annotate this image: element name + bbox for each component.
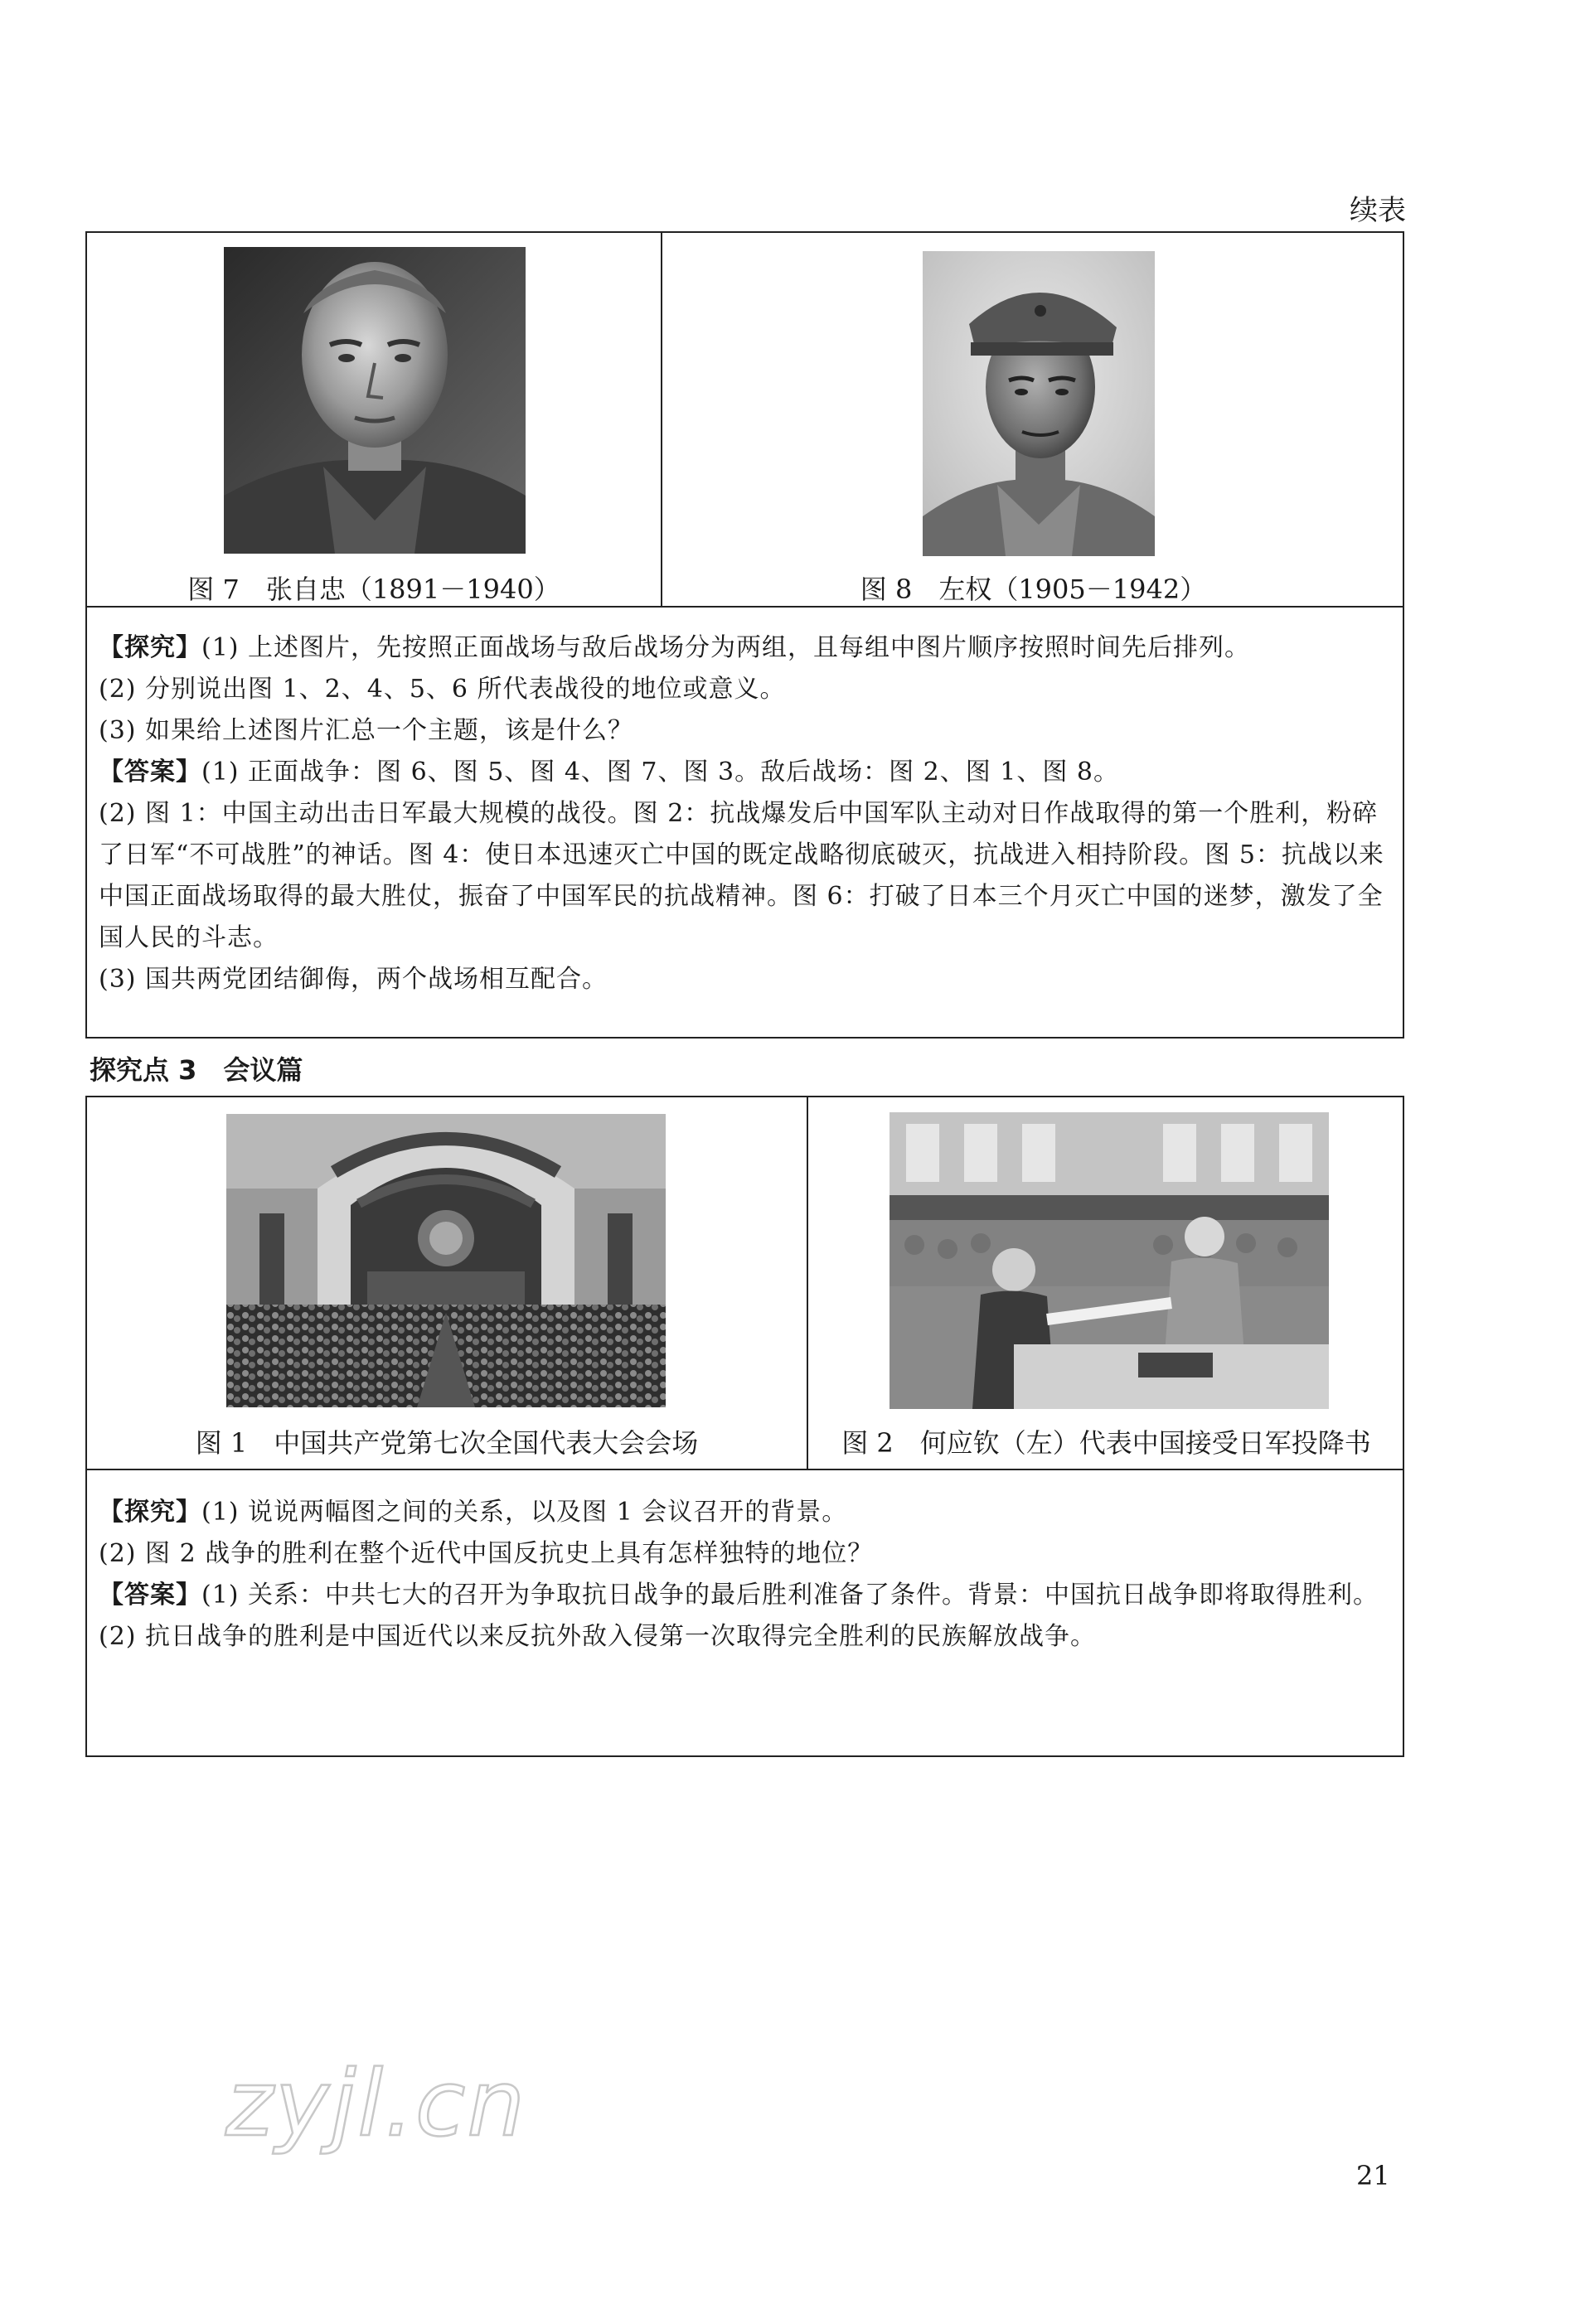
table-battles-continued	[85, 231, 1404, 1039]
explore2-q1-text: (1) 说说两幅图之间的关系，以及图 1 会议召开的背景。	[201, 1498, 848, 1527]
row-divider	[87, 1469, 1403, 1470]
answer2-a2: (2) 抗日战争的胜利是中国近代以来反抗外敌入侵第一次取得完全胜利的民族解放战争。	[99, 1622, 1097, 1651]
photo-zuo-quan	[923, 251, 1155, 556]
congress-hall-image	[226, 1114, 666, 1407]
photo-zhang-zizhong	[224, 247, 526, 554]
caption-fig8: 图 8 左权（1905－1942）	[860, 574, 1207, 605]
portrait-zuo-quan-image	[923, 251, 1155, 556]
explore-q3: (3) 如果给上述图片汇总一个主题，该是什么？	[99, 716, 634, 745]
explore-answer-text	[99, 627, 1391, 1000]
table-conference	[85, 1096, 1404, 1757]
explore-q2: (2) 分别说出图 1、2、4、5、6 所代表战役的地位或意义。	[99, 675, 786, 704]
answer-a2: (2) 图 1：中国主动出击日军最大规模的战役。图 2：抗战爆发后中国军队主动对日作战取得的第一个胜利，粉碎了日军“不可战胜”的神话。图 4：使日本迅速灭亡中国的既定战略彻底破灭，抗战进入相持阶段。图 5：抗战以来中国正面战场取得的最大胜仗，振奋了中国军民的抗战精神。图 6：打破了日本三个月灭亡中国的迷梦，激发了全国人民的斗志。	[99, 799, 1384, 952]
answer-a3: (3) 国共两党团结御侮，两个战场相互配合。	[99, 965, 608, 994]
caption-fig7: 图 7 张自忠（1891－1940）	[187, 574, 560, 605]
section-title-conference: 探究点 3 会议篇	[90, 1054, 303, 1086]
explore-q1-text: (1) 上述图片，先按照正面战场与敌后战场分为两组，且每组中图片顺序按照时间先后排列。	[201, 633, 1251, 662]
photo-seventh-congress-hall	[226, 1114, 666, 1407]
answer2-a1-text: (1) 关系：中共七大的召开为争取抗日战争的最后胜利准备了条件。背景：中国抗日战争即将取得胜利。	[201, 1581, 1379, 1610]
continued-label: 续表	[1350, 194, 1406, 227]
explore-answer-text-2	[99, 1492, 1391, 1658]
explore-q1	[99, 627, 1391, 669]
answer-label-2: 【答案】	[99, 1581, 201, 1610]
page-number: 21	[1356, 2160, 1390, 2191]
column-divider	[807, 1097, 808, 1469]
explore-label: 【探究】	[99, 633, 201, 662]
answer-label: 【答案】	[99, 758, 201, 787]
column-divider	[661, 233, 662, 606]
explore2-q1	[99, 1492, 1391, 1533]
portrait-zhang-zizhong-image	[224, 247, 526, 554]
watermark: zyjl.cn	[225, 2050, 527, 2157]
explore2-q2: (2) 图 2 战争的胜利在整个近代中国反抗史上具有怎样独特的地位？	[99, 1539, 874, 1568]
explore-label-2: 【探究】	[99, 1498, 201, 1527]
answer-a1	[99, 752, 1391, 793]
caption-fig1: 图 1 中国共产党第七次全国代表大会会场	[195, 1427, 699, 1459]
answer-a1-text: (1) 正面战争：图 6、图 5、图 4、图 7、图 3。敌后战场：图 2、图 1、图 8。	[201, 758, 1120, 787]
photo-japanese-surrender	[890, 1112, 1329, 1409]
surrender-ceremony-image	[890, 1112, 1329, 1409]
caption-fig2: 图 2 何应钦（左）代表中国接受日军投降书	[841, 1427, 1371, 1459]
answer2-a1	[99, 1575, 1391, 1616]
